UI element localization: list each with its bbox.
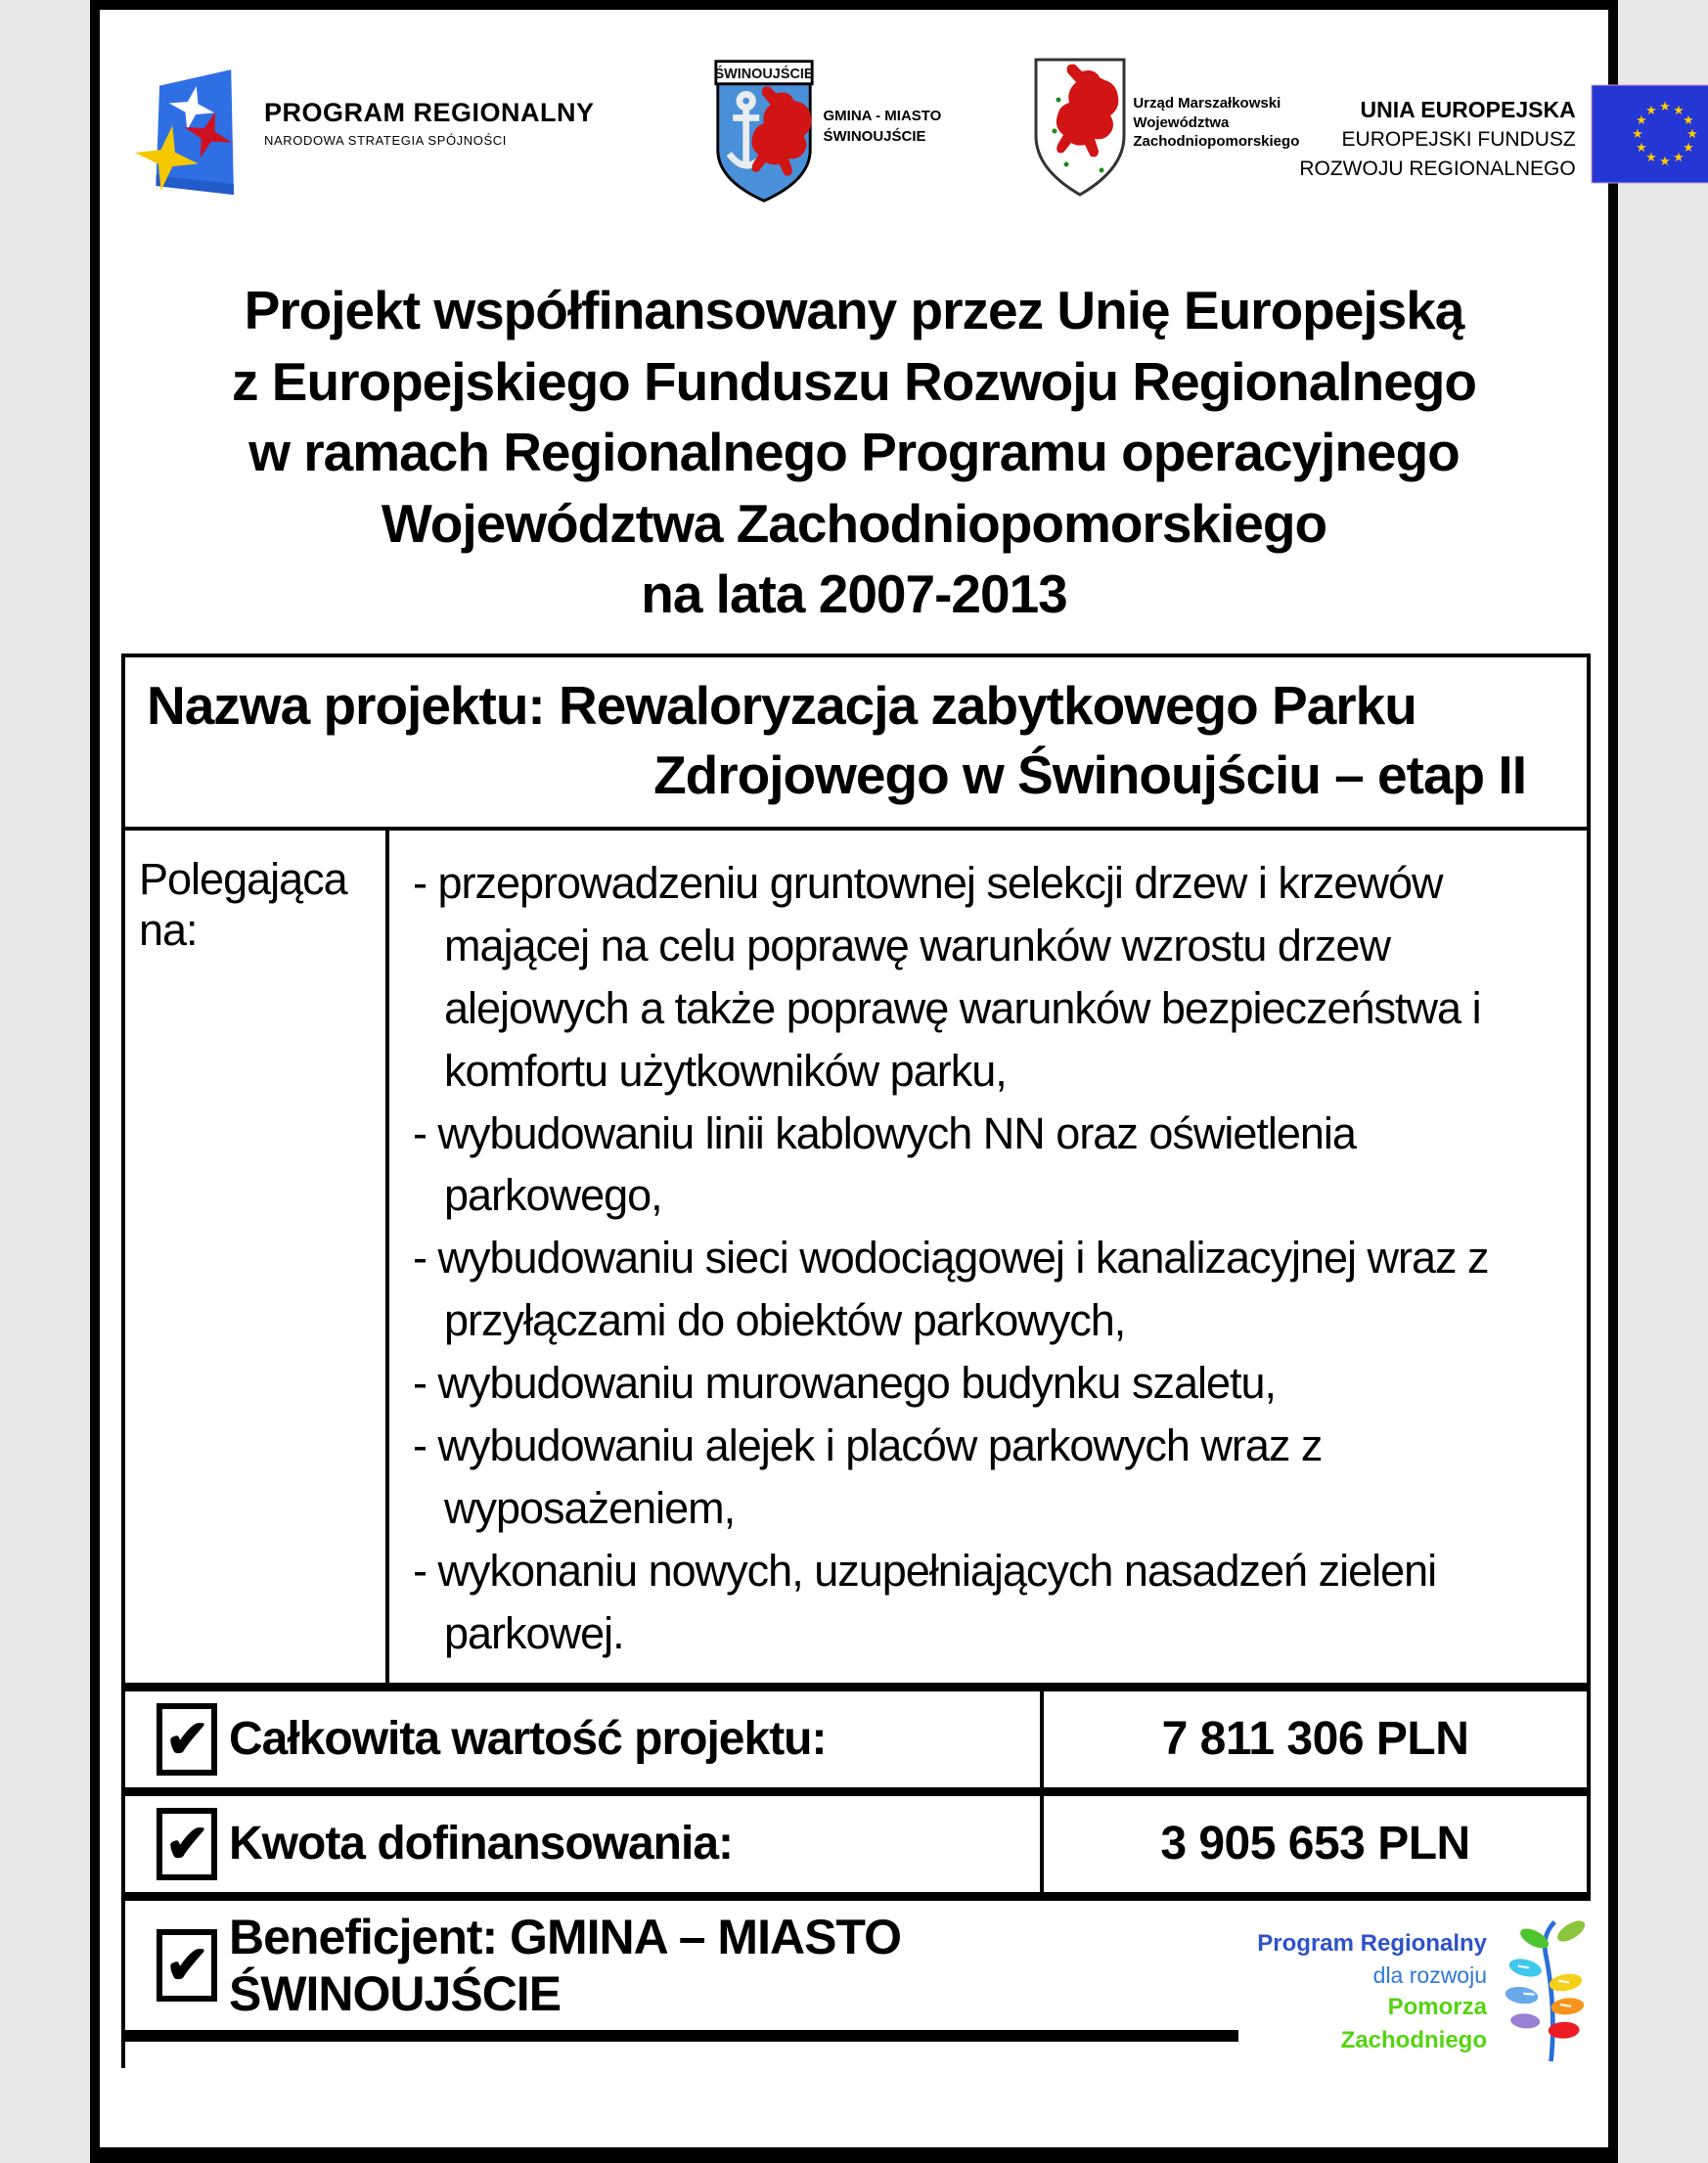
checkbox-checked-icon (157, 1929, 217, 2002)
heading-line: Projekt współfinansowany przez Unię Europejską (244, 280, 1464, 340)
scope-item: - wybudowaniu alejek i placów parkowych wraz z wyposażeniem, (413, 1419, 1323, 1533)
total-value-label: Całkowita wartość projektu: (229, 1713, 827, 1766)
eu-label-line2: EUROPEJSKI FUNDUSZ (1341, 128, 1576, 152)
scope-item: - wybudowaniu murowanego budynku szaletu, (413, 1358, 1277, 1409)
program-regionalny-footer-logo (1252, 1916, 1591, 2068)
funding-amount-label: Kwota dofinansowania: (229, 1818, 734, 1870)
checkbox-checked-icon (157, 1808, 217, 1880)
scope-item: - przeprowadzeniu gruntownej selekcji drzew i krzewów mającej na celu poprawę warunków wzrostu drzew alejowych a także poprawę warunków bezpieczeństwa i komfortu użytkowników parku, (413, 857, 1481, 1096)
checkbox-checked-icon (157, 1703, 217, 1776)
eu-flag-icon (1592, 84, 1708, 189)
eu-label (1299, 94, 1575, 189)
marshal-office-logo (1031, 55, 1299, 206)
nss-flag-icon (129, 55, 254, 228)
footer-logo-line2: dla rozwoju (1372, 1962, 1487, 1989)
svg-text:ŚWINOUJŚCIE: ŚWINOUJŚCIE (713, 67, 814, 83)
footer-logo-line3: Pomorza Zachodniego (1340, 1994, 1487, 2053)
svg-text:★: ★ (1635, 113, 1647, 127)
footer-logo-line1: Program Regionalny (1257, 1929, 1487, 1957)
heading-line: w ramach Regionalnego Programu operacyjnego (248, 422, 1460, 483)
total-value-label-cell (125, 1691, 1040, 1787)
heading-line: z Europejskiego Funduszu Rozwoju Regionalnego (232, 350, 1476, 412)
total-value-row (125, 1683, 1587, 1787)
cofinancing-heading (100, 275, 1608, 630)
marshal-label-line3: Zachodniopomorskiego (1133, 133, 1300, 150)
leaf-branch-icon (1497, 1916, 1591, 2068)
marshal-label-line2: Województwa (1133, 113, 1230, 131)
svg-text:★: ★ (1644, 103, 1657, 117)
checkmark-icon: ✔ (164, 1709, 209, 1769)
logos-row (100, 10, 1698, 228)
svg-text:★: ★ (1672, 103, 1685, 117)
checkmark-icon: ✔ (164, 1814, 209, 1873)
project-info-board (90, 0, 1698, 2163)
swinoujscie-label-line1: GMINA - MIASTO (823, 108, 942, 124)
funding-amount-row (125, 1787, 1587, 1892)
svg-text:★: ★ (1686, 126, 1698, 141)
eu-label-line1: UNIA EUROPEJSKA (1360, 97, 1576, 122)
project-table (121, 653, 1591, 1901)
heading-line: na lata 2007-2013 (641, 563, 1067, 625)
project-name-line1: Nazwa projektu: Rewaloryzacja zabytkowego Parku (147, 674, 1416, 736)
eu-logo (1299, 55, 1708, 189)
eu-label-line3: ROZWOJU REGIONALNEGO (1299, 157, 1576, 180)
beneficiary-cell (125, 1901, 1238, 2042)
scope-item: - wykonaniu nowych, uzupełniających nasadzeń zieleni parkowej. (413, 1545, 1437, 1658)
swinoujscie-crest-icon (712, 55, 816, 212)
project-name-line2: Zdrojowego w Świnoujściu – etap II (653, 744, 1526, 806)
scope-item: - wybudowaniu sieci wodociągowej i kanalizacyjnej wraz z przyłączami do obiektów parkowych, (413, 1233, 1489, 1346)
swinoujscie-label-line2: ŚWINOUJŚCIE (823, 128, 926, 145)
beneficiary-label: Beneficjent: GMINA – MIASTO ŚWINOUJŚCIE (229, 1909, 901, 2021)
svg-text:★: ★ (1682, 140, 1694, 155)
zachodniopomorskie-crest-icon (1031, 55, 1129, 206)
svg-text:★: ★ (1644, 150, 1657, 164)
marshal-label-line1: Urząd Marszałkowski (1133, 95, 1281, 112)
project-name-row (125, 657, 1587, 827)
nss-logo-text (264, 98, 595, 228)
nss-logo (129, 55, 595, 228)
beneficiary-row (121, 1901, 1591, 2068)
scope-item: - wybudowaniu linii kablowych NN oraz oświetlenia parkowego, (413, 1107, 1356, 1221)
funding-amount-value: 3 905 653 PLN (1040, 1796, 1587, 1892)
scope-label: Polegająca na: (139, 853, 347, 955)
nss-subtitle: NARODOWA STRATEGIA SPÓJNOŚCI (264, 133, 507, 148)
marshal-label (1133, 94, 1299, 206)
svg-text:★: ★ (1658, 99, 1671, 113)
svg-text:★: ★ (1658, 154, 1671, 168)
swinoujscie-label (824, 106, 942, 212)
checkmark-icon: ✔ (164, 1935, 209, 1995)
svg-text:★: ★ (1672, 150, 1685, 164)
svg-text:★: ★ (1631, 126, 1643, 141)
svg-text:★: ★ (1635, 140, 1647, 155)
swinoujscie-logo (712, 55, 942, 212)
project-scope-row (125, 827, 1587, 1683)
total-value-amount: 7 811 306 PLN (1040, 1691, 1587, 1787)
svg-text:★: ★ (1682, 113, 1694, 127)
nss-title: PROGRAM REGIONALNY (264, 98, 595, 127)
heading-line: Województwa Zachodniopomorskiego (381, 492, 1327, 554)
scope-list (385, 831, 1587, 1683)
footer-logo-text (1252, 1927, 1487, 2057)
funding-amount-label-cell (125, 1796, 1040, 1892)
